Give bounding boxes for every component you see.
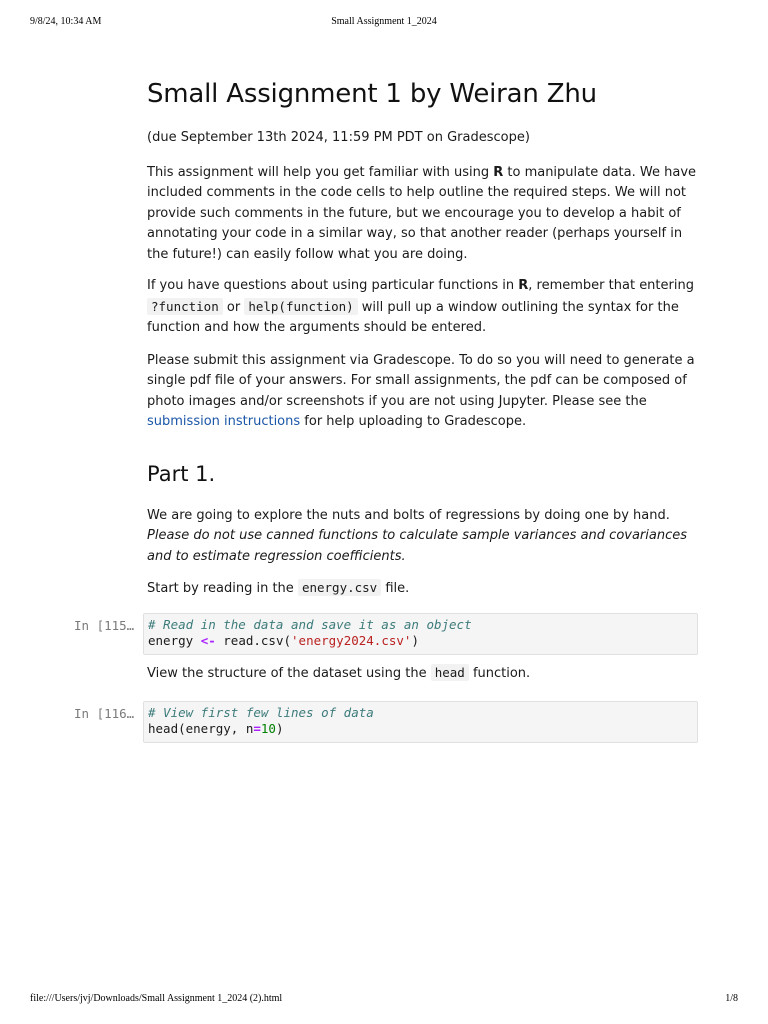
inline-code: head (431, 664, 469, 681)
code-operator: <- (200, 633, 216, 648)
inline-code: help(function) (244, 298, 357, 315)
italic-instruction: Please do not use canned functions to calculate sample variances and covariances and to estimate regression coefficients. (147, 528, 688, 564)
code-token: energy (148, 633, 201, 648)
text-run: We are going to explore the nuts and bolts of regressions by doing one by hand. (147, 507, 670, 523)
help-paragraph (147, 276, 707, 339)
text-run: If you have questions about using particular functions in (147, 278, 519, 293)
code-cell[interactable] (143, 613, 698, 655)
submission-paragraph (147, 351, 707, 433)
part-heading: Part 1. (147, 461, 216, 486)
text-run: to manipulate data. We have included comments in the code cells to help outline the required steps. We will not provide such comments in the future, but we encourage you to develop a habit of annotating your code in a similar way, so that another reader (perhaps yourself in the future!) can easily follow what you are doing. (147, 164, 697, 262)
page-number: 1/8 (725, 993, 738, 1004)
due-date: (due September 13th 2024, 11:59 PM PDT on Gradescope) (147, 130, 530, 145)
submission-instructions-link[interactable]: submission instructions (147, 414, 301, 429)
inline-code: ?function (147, 298, 223, 315)
text-run: file. (381, 581, 410, 596)
cell-prompt: In [116… (74, 706, 135, 721)
code-token: ) (411, 633, 419, 648)
text-run: or (222, 299, 245, 315)
read-instruction (147, 578, 707, 600)
code-operator: = (253, 721, 261, 736)
code-string: 'energy2024.csv' (291, 633, 412, 648)
code-token: read.csv( (215, 633, 292, 648)
bold-r: R (493, 164, 504, 180)
print-file-path: file:///Users/jvj/Downloads/Small Assignment 1_2024 (2).html (30, 993, 283, 1004)
text-run: for help uploading to Gradescope. (300, 414, 527, 429)
text-run: function. (468, 666, 531, 681)
print-header (30, 16, 738, 30)
code-cell[interactable] (143, 701, 698, 743)
code-token: ) (275, 721, 284, 736)
cell-prompt: In [115… (74, 618, 135, 633)
text-run: Please submit this assignment via Gradescope. To do so you will need to generate a single pdf file of your answers. For small assignments, the pdf can be composed of photo images and/or screenshots if you are not using Jupyter. Please see the (147, 352, 695, 409)
code-token: head(energy, n (148, 721, 254, 736)
text-run: will pull up a window outlining the syntax for the function and how the arguments should be entered. (147, 299, 679, 335)
code-number: 10 (260, 721, 276, 736)
print-datetime: 9/8/24, 10:34 AM (30, 16, 102, 27)
notebook-content (147, 76, 707, 600)
part1-intro (147, 506, 707, 568)
head-instruction (147, 663, 707, 684)
page-title: Small Assignment 1 by Weiran Zhu (147, 79, 597, 109)
text-run: , remember that entering (528, 278, 694, 293)
text-run: View the structure of the dataset using the (147, 666, 431, 681)
code-comment: # View first few lines of data (148, 705, 374, 720)
bold-r: R (518, 278, 529, 293)
print-title: Small Assignment 1_2024 (331, 16, 437, 27)
text-run: This assignment will help you get familiar with using (147, 164, 494, 180)
text-run: Start by reading in the (147, 581, 298, 596)
inline-code: energy.csv (298, 579, 381, 596)
print-footer (30, 993, 738, 1007)
intro-paragraph (147, 163, 707, 266)
code-comment: # Read in the data and save it as an object (148, 617, 472, 632)
